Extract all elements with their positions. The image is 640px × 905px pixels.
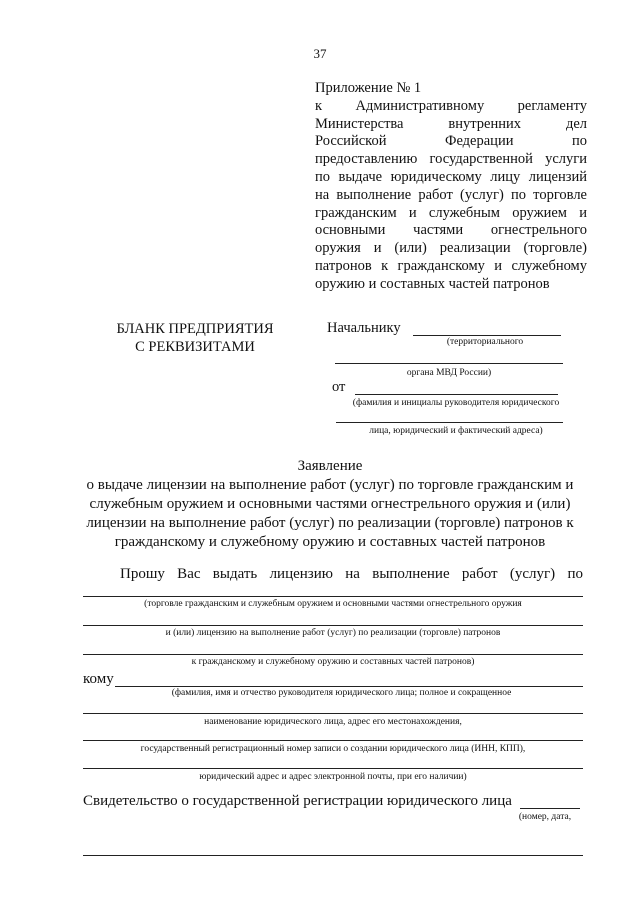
mvd-body-field[interactable] <box>335 363 563 364</box>
cartridges-hint: к гражданскому и служебному оружию и составных частей патронов) <box>191 657 475 667</box>
org-name-field[interactable] <box>83 713 583 714</box>
registration-field[interactable] <box>83 740 583 741</box>
license-field[interactable] <box>83 625 583 626</box>
appendix-line: оружия и (или) реализации (торговле) <box>315 240 587 257</box>
email-hint: юридический адрес и адрес электронной почты, при его наличии) <box>199 772 467 782</box>
appendix-line: предоставлению государственной услуги <box>315 151 587 168</box>
head-name-hint: (фамилия и инициалы руководителя юридического <box>352 398 560 408</box>
from-label: от <box>332 379 346 395</box>
appendix-line: Министерства внутренних дел <box>315 115 587 132</box>
certificate-label: Свидетельство о государственной регистрации юридического лица <box>83 793 512 809</box>
certificate-details-field[interactable] <box>83 855 583 856</box>
license-hint: и (или) лицензию на выполнение работ (услуг) по реализации (торговле) патронов <box>165 628 501 638</box>
appendix-line: патронов к гражданскому и служебному <box>315 257 587 274</box>
to-head-label: Начальнику <box>327 320 401 336</box>
territorial-hint: (территориального <box>446 337 524 347</box>
appendix-line: по выдаче юридическому лицу лицензий <box>315 168 587 185</box>
territorial-body-field[interactable] <box>413 335 561 336</box>
letterhead-placeholder <box>95 320 295 356</box>
application-subtitle-line: о выдаче лицензии на выполнение работ (услуг) по торговле гражданским и <box>86 477 574 493</box>
application-subtitle-line: лицензии на выполнение работ (услуг) по реализации (торговле) патронов к <box>86 515 574 531</box>
appendix-line: Приложение № 1 <box>315 80 422 96</box>
appendix-line: основными частями огнестрельного <box>315 222 587 239</box>
certificate-hint: (номер, дата, <box>518 812 572 822</box>
appendix-line: гражданским и служебным оружием и <box>315 204 587 221</box>
application-title: Заявление <box>297 458 363 474</box>
appendix-header <box>315 80 587 294</box>
head-name-field[interactable] <box>355 394 558 395</box>
to-whom-field[interactable] <box>115 686 583 687</box>
certificate-number-field[interactable] <box>520 808 580 809</box>
fio-hint: (фамилия, имя и отчество руководителя юридического лица; полное и сокращенное <box>171 688 512 698</box>
appendix-line: на выполнение работ (услуг) по торговле <box>315 186 587 203</box>
cartridges-field[interactable] <box>83 654 583 655</box>
application-subtitle-line: служебным оружием и основными частями огнестрельного оружия и (или) <box>89 496 571 512</box>
org-name-hint: наименование юридического лица, адрес его местонахождения, <box>204 717 462 727</box>
application-subtitle-line: гражданскому и служебному оружию и составных частей патронов <box>114 534 546 550</box>
mvd-hint: органа МВД России) <box>406 368 492 378</box>
appendix-line: оружию и составных частей патронов <box>315 275 550 292</box>
letterhead-line: С РЕКВИЗИТАМИ <box>135 339 255 355</box>
addresses-hint: лица, юридический и фактический адреса) <box>369 426 543 436</box>
registration-hint: государственный регистрационный номер записи о создании юридического лица (ИНН, КПП), <box>140 744 526 754</box>
page-number: 37 <box>313 46 327 61</box>
appendix-line: к Административному регламенту <box>315 97 587 114</box>
trade-field[interactable] <box>83 596 583 597</box>
addresses-field[interactable] <box>336 422 563 423</box>
letterhead-line: БЛАНК ПРЕДПРИЯТИЯ <box>116 321 274 337</box>
request-text: Прошу Вас выдать лицензию на выполнение работ (услуг) по <box>120 566 583 582</box>
application-title-block <box>60 457 600 552</box>
email-field[interactable] <box>83 768 583 769</box>
appendix-line: Российской Федерации по <box>315 133 587 150</box>
trade-hint: (торговле гражданским и служебным оружием и основными частями огнестрельного оружия <box>144 599 522 609</box>
to-whom-label: кому <box>83 671 114 687</box>
